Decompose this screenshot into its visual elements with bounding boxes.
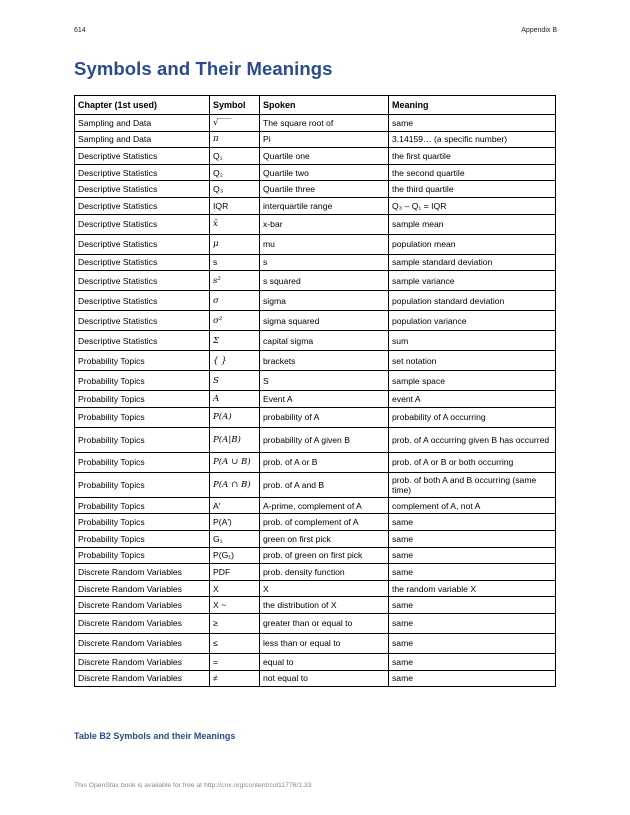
cell-meaning: probability of A occurring bbox=[389, 407, 556, 427]
cell-symbol: Q₂ bbox=[210, 164, 260, 181]
cell-chapter: Probability Topics bbox=[75, 472, 210, 497]
cell-chapter: Descriptive Statistics bbox=[75, 271, 210, 291]
cell-chapter: Descriptive Statistics bbox=[75, 181, 210, 198]
table-row bbox=[75, 497, 556, 514]
table-row bbox=[75, 407, 556, 427]
cell-chapter: Sampling and Data bbox=[75, 115, 210, 132]
cell-spoken: greater than or equal to bbox=[260, 613, 389, 633]
cell-symbol: P(A ∪ B) bbox=[210, 452, 260, 472]
cell-symbol: s bbox=[210, 254, 260, 271]
cell-meaning: complement of A, not A bbox=[389, 497, 556, 514]
cell-chapter: Probability Topics bbox=[75, 407, 210, 427]
cell-spoken: prob. of green on first pick bbox=[260, 547, 389, 564]
cell-spoken: sigma bbox=[260, 291, 389, 311]
cell-spoken: probability of A bbox=[260, 407, 389, 427]
table-row bbox=[75, 181, 556, 198]
cell-chapter: Discrete Random Variables bbox=[75, 564, 210, 581]
cell-symbol: P(A) bbox=[210, 407, 260, 427]
cell-symbol: A bbox=[210, 391, 260, 408]
cell-chapter: Probability Topics bbox=[75, 497, 210, 514]
cell-meaning: event A bbox=[389, 391, 556, 408]
table-row bbox=[75, 597, 556, 614]
cell-chapter: Probability Topics bbox=[75, 351, 210, 371]
cell-spoken: x-bar bbox=[260, 214, 389, 234]
cell-spoken: Pi bbox=[260, 131, 389, 148]
column-header-meaning: Meaning bbox=[389, 96, 556, 115]
table-caption: Table B2 Symbols and their Meanings bbox=[74, 731, 236, 741]
cell-symbol: Q₃ bbox=[210, 181, 260, 198]
cell-meaning: the random variable X bbox=[389, 580, 556, 597]
cell-chapter: Descriptive Statistics bbox=[75, 164, 210, 181]
cell-symbol: σ² bbox=[210, 311, 260, 331]
cell-meaning: population variance bbox=[389, 311, 556, 331]
cell-chapter: Descriptive Statistics bbox=[75, 254, 210, 271]
cell-chapter: Descriptive Statistics bbox=[75, 331, 210, 351]
cell-spoken: s squared bbox=[260, 271, 389, 291]
symbols-table bbox=[74, 95, 556, 687]
cell-spoken: sigma squared bbox=[260, 311, 389, 331]
cell-symbol: ≤ bbox=[210, 633, 260, 653]
table-row bbox=[75, 530, 556, 547]
cell-symbol: P(A ∩ B) bbox=[210, 472, 260, 497]
cell-spoken: prob. density function bbox=[260, 564, 389, 581]
table-row bbox=[75, 331, 556, 351]
page-footer: This OpenStax book is available for free at http://cnx.org/content/col11776/1.33 bbox=[74, 782, 312, 789]
table-row bbox=[75, 148, 556, 165]
cell-meaning: sample mean bbox=[389, 214, 556, 234]
cell-chapter: Discrete Random Variables bbox=[75, 597, 210, 614]
cell-chapter: Probability Topics bbox=[75, 514, 210, 531]
cell-symbol: π bbox=[210, 131, 260, 148]
cell-spoken: not equal to bbox=[260, 670, 389, 687]
cell-spoken: equal to bbox=[260, 653, 389, 670]
cell-meaning: same bbox=[389, 530, 556, 547]
cell-chapter: Descriptive Statistics bbox=[75, 234, 210, 254]
table-row bbox=[75, 234, 556, 254]
table-row bbox=[75, 115, 556, 132]
table-row bbox=[75, 197, 556, 214]
cell-meaning: Q₃ – Q₁ = IQR bbox=[389, 197, 556, 214]
cell-symbol: X ~ bbox=[210, 597, 260, 614]
table-row bbox=[75, 580, 556, 597]
cell-symbol: σ bbox=[210, 291, 260, 311]
cell-spoken: Event A bbox=[260, 391, 389, 408]
cell-spoken: interquartile range bbox=[260, 197, 389, 214]
cell-meaning: population mean bbox=[389, 234, 556, 254]
cell-symbol: = bbox=[210, 653, 260, 670]
cell-symbol: Σ bbox=[210, 331, 260, 351]
cell-meaning: same bbox=[389, 653, 556, 670]
table-row bbox=[75, 164, 556, 181]
table-row bbox=[75, 254, 556, 271]
cell-meaning: population standard deviation bbox=[389, 291, 556, 311]
cell-spoken: green on first pick bbox=[260, 530, 389, 547]
table-row bbox=[75, 214, 556, 234]
cell-spoken: less than or equal to bbox=[260, 633, 389, 653]
cell-meaning: prob. of A or B or both occurring bbox=[389, 452, 556, 472]
cell-spoken: X bbox=[260, 580, 389, 597]
cell-meaning: same bbox=[389, 115, 556, 132]
cell-symbol: P(A′) bbox=[210, 514, 260, 531]
column-header-chapter: Chapter (1st used) bbox=[75, 96, 210, 115]
cell-meaning: sample space bbox=[389, 371, 556, 391]
cell-meaning: prob. of A occurring given B has occurred bbox=[389, 427, 556, 452]
cell-symbol: G₁ bbox=[210, 530, 260, 547]
table-row bbox=[75, 670, 556, 687]
cell-meaning: the third quartile bbox=[389, 181, 556, 198]
cell-chapter: Discrete Random Variables bbox=[75, 653, 210, 670]
cell-chapter: Discrete Random Variables bbox=[75, 613, 210, 633]
page-number: 614 bbox=[74, 27, 86, 34]
cell-symbol: { } bbox=[210, 351, 260, 371]
cell-chapter: Probability Topics bbox=[75, 547, 210, 564]
cell-symbol: IQR bbox=[210, 197, 260, 214]
cell-chapter: Probability Topics bbox=[75, 371, 210, 391]
table-body bbox=[75, 115, 556, 687]
cell-meaning: same bbox=[389, 564, 556, 581]
cell-meaning: the first quartile bbox=[389, 148, 556, 165]
table-row bbox=[75, 391, 556, 408]
cell-chapter: Probability Topics bbox=[75, 427, 210, 452]
cell-chapter: Discrete Random Variables bbox=[75, 580, 210, 597]
cell-spoken: mu bbox=[260, 234, 389, 254]
cell-chapter: Probability Topics bbox=[75, 452, 210, 472]
cell-symbol: x̄ bbox=[210, 214, 260, 234]
section-label: Appendix B bbox=[521, 27, 557, 34]
cell-meaning: same bbox=[389, 597, 556, 614]
cell-chapter: Descriptive Statistics bbox=[75, 148, 210, 165]
cell-symbol: X bbox=[210, 580, 260, 597]
cell-chapter: Discrete Random Variables bbox=[75, 670, 210, 687]
cell-symbol: S bbox=[210, 371, 260, 391]
cell-chapter: Descriptive Statistics bbox=[75, 311, 210, 331]
cell-spoken: the distribution of X bbox=[260, 597, 389, 614]
cell-spoken: Quartile two bbox=[260, 164, 389, 181]
table-row bbox=[75, 291, 556, 311]
cell-symbol: μ bbox=[210, 234, 260, 254]
table-row bbox=[75, 653, 556, 670]
cell-symbol: ≥ bbox=[210, 613, 260, 633]
column-header-spoken: Spoken bbox=[260, 96, 389, 115]
table-row bbox=[75, 613, 556, 633]
cell-chapter: Descriptive Statistics bbox=[75, 197, 210, 214]
cell-chapter: Probability Topics bbox=[75, 530, 210, 547]
table-row bbox=[75, 131, 556, 148]
cell-meaning: same bbox=[389, 670, 556, 687]
cell-chapter: Probability Topics bbox=[75, 391, 210, 408]
cell-spoken: Quartile one bbox=[260, 148, 389, 165]
cell-spoken: The square root of bbox=[260, 115, 389, 132]
cell-spoken: capital sigma bbox=[260, 331, 389, 351]
cell-spoken: Quartile three bbox=[260, 181, 389, 198]
cell-meaning: set notation bbox=[389, 351, 556, 371]
table-row bbox=[75, 547, 556, 564]
table-row bbox=[75, 452, 556, 472]
cell-spoken: A-prime, complement of A bbox=[260, 497, 389, 514]
page-title: Symbols and Their Meanings bbox=[74, 58, 333, 79]
cell-spoken: prob. of A or B bbox=[260, 452, 389, 472]
table-header-row bbox=[75, 96, 556, 115]
cell-symbol: A′ bbox=[210, 497, 260, 514]
cell-meaning: 3.14159… (a specific number) bbox=[389, 131, 556, 148]
cell-symbol: PDF bbox=[210, 564, 260, 581]
cell-meaning: sample standard deviation bbox=[389, 254, 556, 271]
cell-chapter: Descriptive Statistics bbox=[75, 214, 210, 234]
cell-meaning: the second quartile bbox=[389, 164, 556, 181]
table-row bbox=[75, 371, 556, 391]
cell-spoken: s bbox=[260, 254, 389, 271]
cell-meaning: sample variance bbox=[389, 271, 556, 291]
cell-spoken: prob. of A and B bbox=[260, 472, 389, 497]
table-row bbox=[75, 427, 556, 452]
cell-symbol: Q₁ bbox=[210, 148, 260, 165]
cell-spoken: brackets bbox=[260, 351, 389, 371]
cell-symbol: P(A|B) bbox=[210, 427, 260, 452]
cell-meaning: same bbox=[389, 613, 556, 633]
cell-chapter: Descriptive Statistics bbox=[75, 291, 210, 311]
cell-symbol: P(G₁) bbox=[210, 547, 260, 564]
cell-spoken: probability of A given B bbox=[260, 427, 389, 452]
column-header-symbol: Symbol bbox=[210, 96, 260, 115]
cell-chapter: Discrete Random Variables bbox=[75, 633, 210, 653]
table-row bbox=[75, 564, 556, 581]
table-row bbox=[75, 311, 556, 331]
cell-meaning: same bbox=[389, 633, 556, 653]
cell-symbol: ≠ bbox=[210, 670, 260, 687]
cell-spoken: S bbox=[260, 371, 389, 391]
table-row bbox=[75, 472, 556, 497]
cell-meaning: same bbox=[389, 514, 556, 531]
cell-meaning: same bbox=[389, 547, 556, 564]
table-row bbox=[75, 514, 556, 531]
table-row bbox=[75, 633, 556, 653]
cell-spoken: prob. of complement of A bbox=[260, 514, 389, 531]
table-row bbox=[75, 271, 556, 291]
cell-meaning: sum bbox=[389, 331, 556, 351]
cell-chapter: Sampling and Data bbox=[75, 131, 210, 148]
cell-symbol: s² bbox=[210, 271, 260, 291]
table-row bbox=[75, 351, 556, 371]
cell-symbol: √‾‾‾ bbox=[210, 115, 260, 132]
cell-meaning: prob. of both A and B occurring (same time) bbox=[389, 472, 556, 497]
